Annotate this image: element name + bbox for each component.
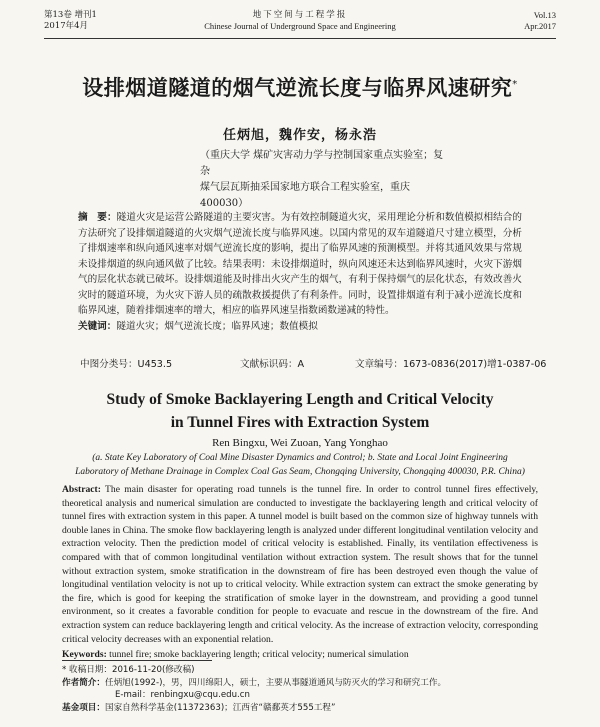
chinese-abstract: [78, 210, 522, 334]
english-affiliation-line-1: (a. State Key Laboratory of Coal Mine Disaster Dynamics and Control; b. State and Local Joint Engineering: [92, 453, 508, 463]
english-authors: Ren Bingxu, Wei Zuoan, Yang Yonghao: [212, 437, 388, 449]
author-bio-label: 作者简介：: [62, 677, 105, 688]
header-volume-en: Vol.13: [533, 10, 556, 20]
chinese-keywords: [78, 319, 522, 335]
footnote-received: [62, 664, 520, 677]
english-abstract-text: The main disaster for operating road tunnels is the tunnel fire. In order to control tunnel fires effectively, theoretical analysis and numerical simulation are conducted to investigate the backlayering length and critical velocity of tunnel fires with extraction system in this paper. A tunnel model is built based on the common size of highway tunnels with double lanes in China. The smoke flow backlayering length is analyzed under different longitudinal ventilation velocity and extraction velocity. Then the prediction model of critical velocity is established. Finally, its ventilation effectiveness is compared with that of common longitudinal ventilation without extraction system. The result shows that for the tunnel without extraction system, smoke stratification in the downstream of fire has been destroyed even though the value of longitudinal ventilation velocity is not up to critical velocity. While extraction system can extract the smoke generating by the fire, which is good for keeping the stratification of smoke layer in the downstream, and providing a good tunnel environment, so it creates a favorable condition for people to evacuate and rescue in the downstream of the fire. And extraction system can reduce backlayering length and critical velocity. As the increase of extraction velocity, corresponding critical velocity decreases with an exponential relation.: [62, 484, 538, 645]
chinese-title: [0, 72, 600, 102]
funding-text: 国家自然科学基金(11372363)；江西省“赣鄱英才555工程”: [104, 702, 336, 713]
chinese-authors: 任炳旭，魏作安，杨永浩: [222, 128, 377, 143]
chinese-title-text: 设排烟道隧道的烟气逆流长度与临界风速研究: [82, 76, 513, 100]
chinese-keywords-label: 关键词：: [78, 320, 117, 332]
classification-line: [80, 356, 547, 370]
header-center: [44, 10, 556, 32]
chinese-abstract-label: 摘 要：: [78, 212, 117, 223]
received-date: 2016-11-20(修改稿): [112, 665, 195, 675]
english-title-line-2: in Tunnel Fires with Extraction System: [170, 414, 430, 431]
chinese-keywords-text: 隧道火灾；烟气逆流长度；临界风速；数值模拟: [116, 320, 318, 332]
header-date-en: Apr.2017: [524, 21, 556, 31]
chinese-abstract-text: 隧道火灾是运营公路隧道的主要灾害。为有效控制隧道火灾，采用理论分析和数值模拟相结合的方法研究了设排烟道隧道的火灾烟气逆流长度与临界风速。以国内常见的双车道隧道尺寸建立模型，分析了排烟速率和纵向通风速率对烟气逆流长度的影响，提出了临界风速的预测模型。并将其通风效果与常规未设排烟道的纵向通风做了比较。结果表明：未设排烟道时，纵向风速还未达到临界风速时，火灾下游烟气的层化状态就已破坏。设排烟道能及时排出火灾产生的烟气，有利于保持烟气的层化状态，有效改善火灾时的隧道环境，为火灾下游人员的疏散救援提供了有利条件。同时，设置排烟道有利于减小逆流长度和临界风速，随着排烟速率的增大，相应的临界风速呈指数函数递减的特性。: [78, 212, 523, 316]
footnote-author: [62, 677, 520, 690]
title-footnote-mark: *: [512, 79, 518, 90]
author-bio: 任炳旭(1992-)，男，四川绵阳人，硕士，主要从事隧道通风与防灭火的学习和研究工作。: [104, 677, 447, 688]
header-volume-issue-cn: 第13卷 增刊1: [44, 10, 97, 20]
english-title: [0, 388, 600, 434]
english-keywords-label: Keywords:: [62, 649, 107, 661]
header-rule: [44, 38, 556, 39]
english-abstract-label: Abstract:: [62, 484, 101, 495]
english-title-line-1: Study of Smoke Backlayering Length and Critical Velocity: [106, 391, 494, 408]
running-header: [44, 10, 556, 40]
header-journal-cn: 地下空间与工程学报: [252, 10, 348, 20]
chinese-abstract-body: [78, 210, 522, 319]
english-affiliation: [60, 452, 540, 479]
received-label: * 收稿日期：: [62, 665, 112, 675]
english-abstract-body: [62, 483, 538, 646]
document-code: 文献标识码：A: [240, 359, 305, 370]
clc-number: 中图分类号：U453.5: [80, 359, 173, 370]
author-email: E-mail：renbingxu@cqu.edu.cn: [115, 690, 250, 700]
header-journal-en: Chinese Journal of Underground Space and Engineering: [204, 21, 396, 31]
header-right: [524, 10, 556, 32]
funding-label: 基金项目：: [62, 702, 105, 713]
footnotes: [62, 664, 520, 714]
footnote-funding: [62, 702, 520, 715]
header-date-cn: 2017年4月: [44, 21, 89, 31]
article-number: 文章编号：1673-0836(2017)增1-0387-06: [355, 359, 547, 370]
english-keywords-text: tunnel fire; smoke backlayering length; critical velocity; numerical simulation: [109, 649, 409, 661]
english-abstract: [62, 483, 538, 662]
footnote-rule: [62, 660, 212, 661]
english-affiliation-line-2: Laboratory of Methane Drainage in Complex Coal Gas Seam, Chongqing University, Chongqing 400030, P.R. China): [75, 466, 525, 477]
chinese-affiliation-line-1: （重庆大学 煤矿灾害动力学与控制国家重点实验室；复杂: [200, 150, 444, 177]
chinese-affiliation: [200, 148, 450, 212]
chinese-affiliation-line-2: 煤气层瓦斯抽采国家地方联合工程实验室，重庆 400030）: [200, 182, 410, 209]
